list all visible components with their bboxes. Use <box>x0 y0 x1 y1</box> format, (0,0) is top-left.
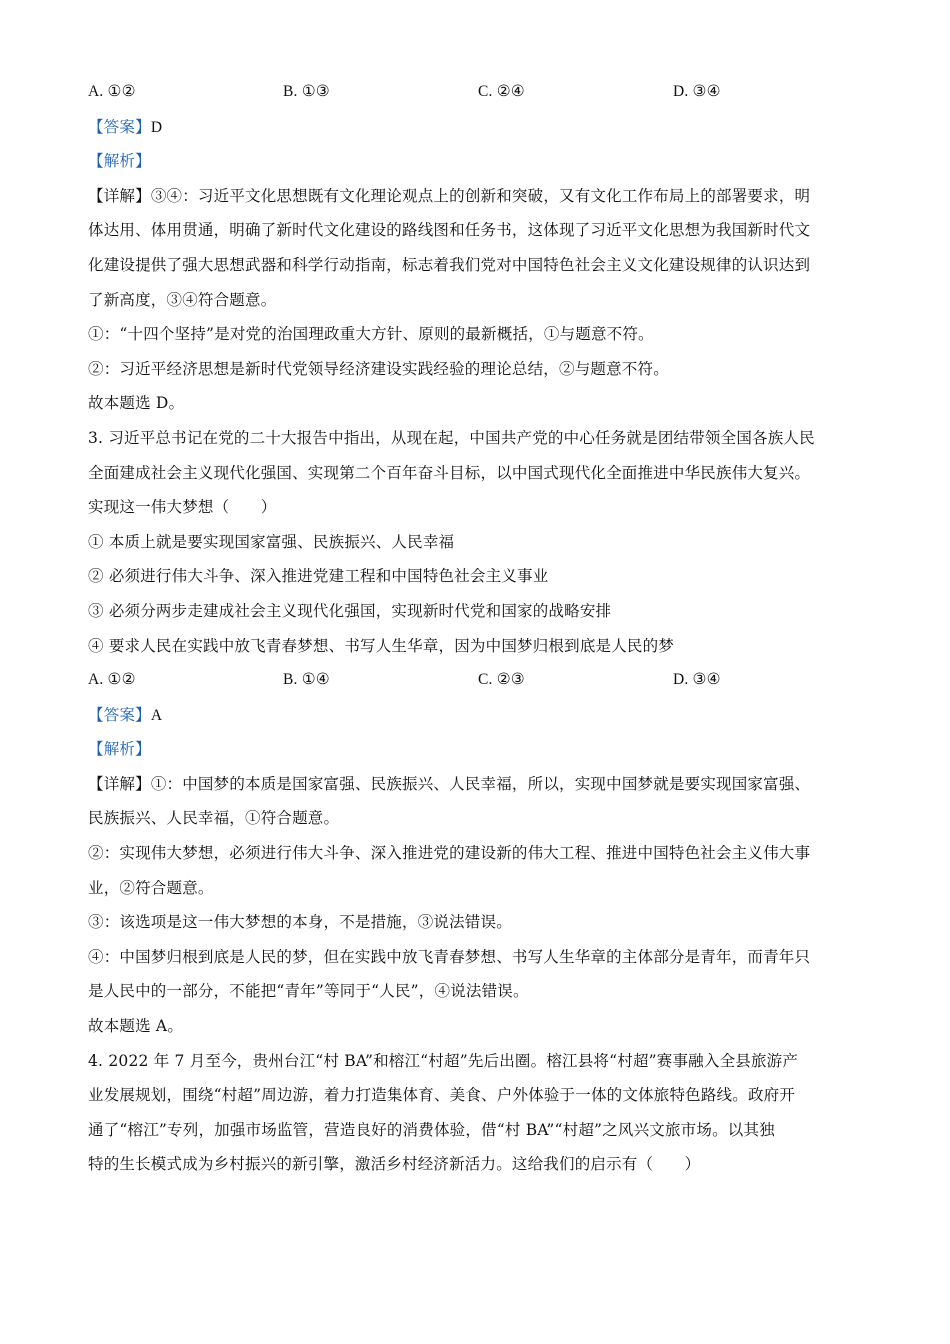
q2-detail-line-2: 体达用、体用贯通，明确了新时代文化建设的路线图和任务书，这体现了习近平文化思想为我国新时代文 <box>88 221 811 240</box>
q3-option-c: C. ②③ <box>478 671 525 689</box>
q2-option-a: A. ①② <box>88 83 136 100</box>
q4-stem-line-1: 4. 2022 年 7 月至今，贵州台江“村 BA”和榕江“村超”先后出圈。榕江县将“村超”赛事融入全县旅游产 <box>88 1051 799 1070</box>
q2-detail-line-5: ①：“十四个坚持”是对党的治国理政重大方针、原则的最新概括，①与题意不符。 <box>88 325 654 344</box>
q3-conclusion: 故本题选 A。 <box>88 1017 184 1036</box>
q2-options <box>88 75 868 110</box>
q3-option-b: B. ①④ <box>283 671 330 689</box>
q2-answer-tag: 【答案】 <box>88 117 151 136</box>
q3-stem-line-2: 全面建成社会主义现代化强国、实现第二个百年奋斗目标，以中国式现代化全面推进中华民族伟大复兴。 <box>88 463 811 482</box>
q3-detail-line-1 <box>88 767 868 802</box>
q2-detail-text: ③④：习近平文化思想既有文化理论观点上的创新和突破，又有文化工作布局上的部署要求，明 <box>150 186 811 205</box>
q3-detail-line-4: 业，②符合题意。 <box>88 878 214 897</box>
q2-option-c: C. ②④ <box>478 83 525 100</box>
q2-detail-tag: 【详解】 <box>88 186 151 205</box>
q3-answer-tag: 【答案】 <box>88 705 151 724</box>
q3-options <box>88 663 868 698</box>
q2-option-b: B. ①③ <box>283 83 330 100</box>
q2-detail-line-4: 了新高度，③④符合题意。 <box>88 290 277 309</box>
q3-item-2: ② 必须进行伟大斗争、深入推进党建工程和中国特色社会主义事业 <box>88 567 549 586</box>
q2-detail-line-1 <box>88 179 868 214</box>
q3-detail-line-5: ③：该选项是这一伟大梦想的本身，不是措施，③说法错误。 <box>88 913 512 932</box>
q3-stem-line-1: 3. 习近平总书记在党的二十大报告中指出，从现在起，中国共产党的中心任务就是团结带领全国各族人民 <box>88 428 815 447</box>
q3-answer <box>88 698 868 733</box>
q4-stem-line-2: 业发展规划，围绕“村超”周边游，着力打造集体育、美食、户外体验于一体的文体旅特色路线。政府开 <box>88 1086 796 1105</box>
q2-answer <box>88 110 868 145</box>
q3-analysis-tag: 【解析】 <box>88 740 151 759</box>
q3-answer-value: A <box>150 706 163 724</box>
q3-detail-line-7: 是人民中的一部分，不能把“青年”等同于“人民”，④说法错误。 <box>88 982 529 1001</box>
q3-detail-tag: 【详解】 <box>88 774 151 793</box>
q2-option-d: D. ③④ <box>673 83 721 100</box>
q2-detail-line-6: ②：习近平经济思想是新时代党领导经济建设实践经验的理论总结，②与题意不符。 <box>88 359 669 378</box>
q3-detail-line-3: ②：实现伟大梦想，必须进行伟大斗争、深入推进党的建设新的伟大工程、推进中国特色社会主义伟大事 <box>88 844 811 863</box>
q2-answer-value: D <box>150 118 163 136</box>
q3-item-3: ③ 必须分两步走建成社会主义现代化强国，实现新时代党和国家的战略安排 <box>88 601 612 620</box>
q3-option-d: D. ③④ <box>673 671 721 689</box>
q2-analysis-tag: 【解析】 <box>88 152 151 171</box>
q3-detail-line-2: 民族振兴、人民幸福，①符合题意。 <box>88 809 340 828</box>
q4-stem-line-3: 通了“榕江”专列，加强市场监管，营造良好的消费体验，借“村 BA”“村超”之风兴文旅市场。以其独 <box>88 1120 775 1139</box>
q3-item-4: ④ 要求人民在实践中放飞青春梦想、书写人生华章，因为中国梦归根到底是人民的梦 <box>88 636 675 655</box>
q2-conclusion: 故本题选 D。 <box>88 394 185 413</box>
q4-stem-line-4: 特的生长模式成为乡村振兴的新引擎，激活乡村经济新活力。这给我们的启示有（ ） <box>88 1155 701 1174</box>
q3-detail-line-6: ④：中国梦归根到底是人民的梦，但在实践中放飞青春梦想、书写人生华章的主体部分是青年，而青年只 <box>88 947 811 966</box>
q3-item-1: ① 本质上就是要实现国家富强、民族振兴、人民幸福 <box>88 532 455 551</box>
q2-detail-line-3: 化建设提供了强大思想武器和科学行动指南，标志着我们党对中国特色社会主义文化建设规律的认识达到 <box>88 255 811 274</box>
exam-page <box>88 75 868 1182</box>
q3-stem-line-3: 实现这一伟大梦想（ ） <box>88 498 277 517</box>
q3-option-a: A. ①② <box>88 671 136 689</box>
q3-detail-text: ①：中国梦的本质是国家富强、民族振兴、人民幸福，所以，实现中国梦就是要实现国家富强、 <box>150 774 811 793</box>
